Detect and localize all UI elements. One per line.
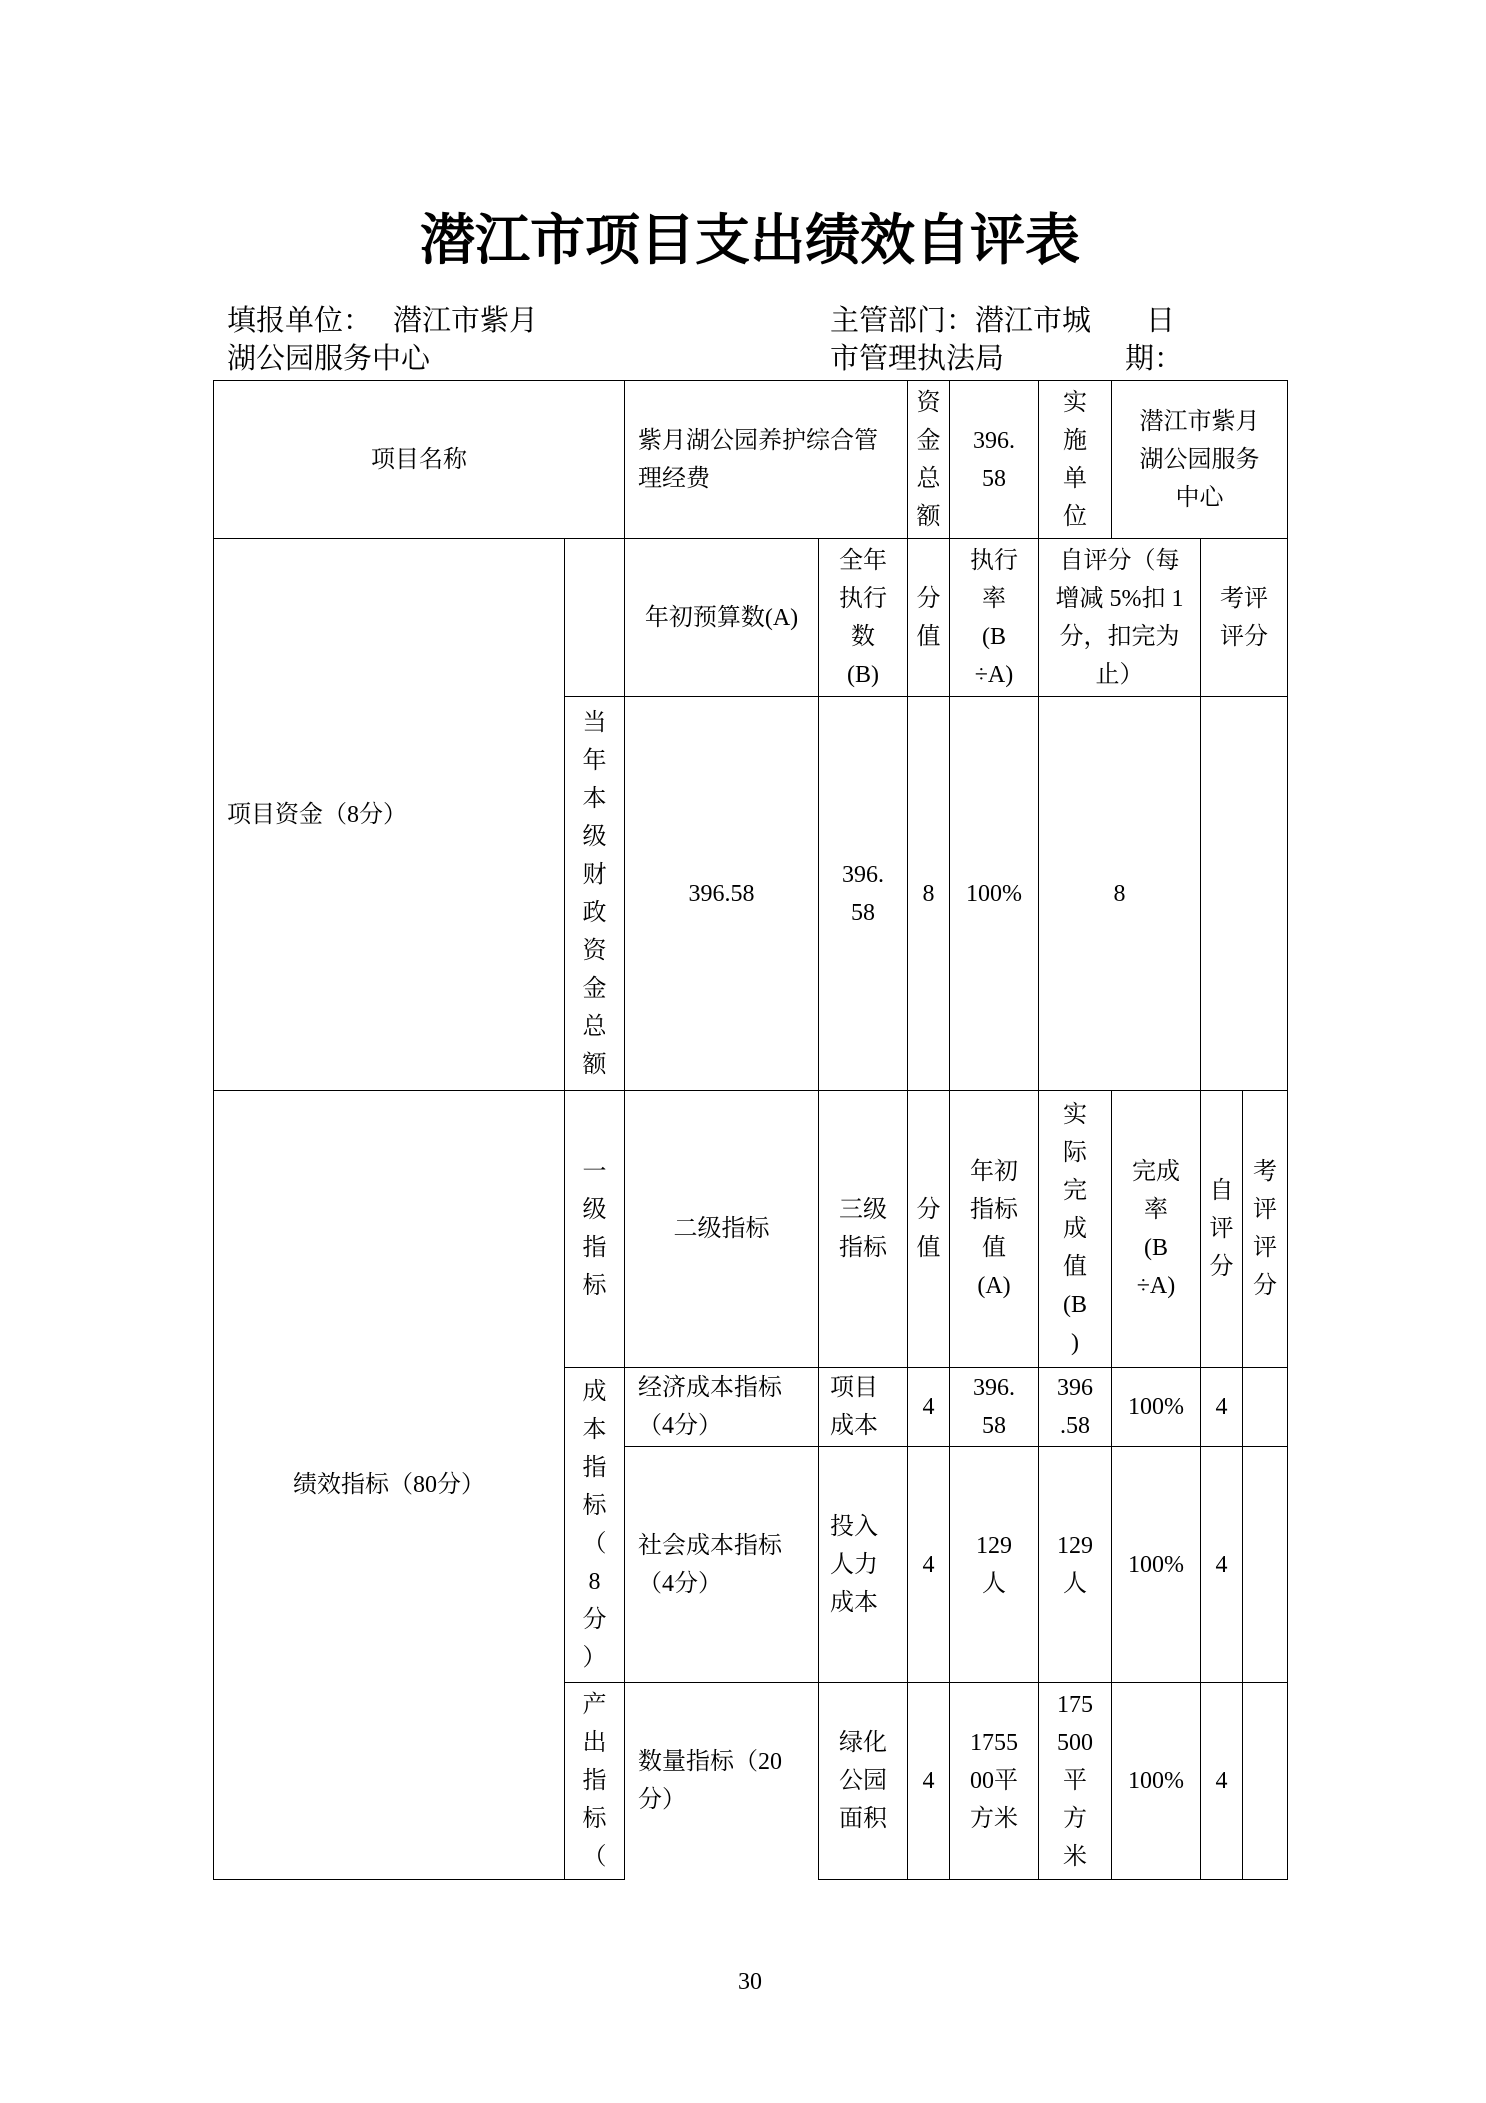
funds-initial-budget: 396.58 [625, 697, 819, 1091]
performance-header-assessment-score: 考 评 评 分 [1243, 1091, 1288, 1368]
date-label-line1: 日 [1146, 303, 1176, 337]
performance-header-completion-rate: 完成 率 (B ÷A) [1112, 1091, 1201, 1368]
funds-score-value: 8 [908, 697, 950, 1091]
performance-header-level2: 二级指标 [625, 1091, 819, 1368]
funds-annual-execution: 396. 58 [819, 697, 908, 1091]
indicator-level2: 社会成本指标 （4分） [625, 1447, 819, 1683]
indicator-self-score: 4 [1201, 1368, 1243, 1447]
total-funds-label: 资 金 总 额 [908, 381, 950, 539]
output-indicator-level1: 产 出 指 标 （ [565, 1683, 625, 1880]
funds-header-assessment-score: 考评 评分 [1201, 539, 1288, 697]
funds-row-label: 当 年 本 级 财 政 资 金 总 额 [565, 697, 625, 1091]
funds-header-score-value: 分 值 [908, 539, 950, 697]
project-info-row [214, 381, 1288, 539]
performance-header-actual-value: 实 际 完 成 值 (B ) [1039, 1091, 1112, 1368]
indicator-assessment-score [1243, 1368, 1288, 1447]
performance-header-initial-target: 年初 指标 值 (A) [950, 1091, 1039, 1368]
indicator-self-score: 4 [1201, 1683, 1243, 1880]
funds-execution-rate: 100% [950, 697, 1039, 1091]
competent-department-label: 主管部门： [830, 303, 976, 337]
page-number: 30 [738, 1969, 762, 1995]
competent-department-value-line1: 潜江市城 [975, 303, 1092, 337]
competent-department-value-line2: 市管理执法局 [830, 341, 1005, 375]
funds-assessment-score [1201, 697, 1288, 1091]
indicator-initial-target: 1755 00平 方米 [950, 1683, 1039, 1880]
funds-section-label: 项目资金（8分） [214, 539, 565, 1091]
indicator-actual-value: 396 .58 [1039, 1368, 1112, 1447]
indicator-initial-target: 396. 58 [950, 1368, 1039, 1447]
performance-header-self-score: 自 评 分 [1201, 1091, 1243, 1368]
indicator-completion-rate: 100% [1112, 1368, 1201, 1447]
filling-unit-label: 填报单位： [227, 303, 373, 337]
indicator-assessment-score [1243, 1447, 1288, 1683]
indicator-level2: 数量指标（20 分） [625, 1683, 819, 1880]
document-title: 潜江市项目支出绩效自评表 [419, 207, 1080, 272]
implementing-unit-value: 潜江市紫月 湖公园服务 中心 [1112, 381, 1288, 539]
funds-header-row [214, 539, 1288, 697]
performance-section-label: 绩效指标（80分） [214, 1091, 565, 1880]
filling-unit-value-line1: 潜江市紫月 [393, 303, 539, 337]
performance-evaluation-table [213, 380, 1288, 1880]
indicator-completion-rate: 100% [1112, 1683, 1201, 1880]
indicator-initial-target: 129 人 [950, 1447, 1039, 1683]
performance-header-score-value: 分 值 [908, 1091, 950, 1368]
funds-header-self-score: 自评分（每 增减 5%扣 1 分，扣完为 止） [1039, 539, 1201, 697]
performance-header-level1: 一 级 指 标 [565, 1091, 625, 1368]
date-label-line2: 期： [1125, 341, 1184, 375]
indicator-level3: 绿化 公园 面积 [819, 1683, 908, 1880]
funds-header-annual-execution: 全年 执行 数 (B) [819, 539, 908, 697]
indicator-score-value: 4 [908, 1447, 950, 1683]
funds-header-blank-cell [565, 539, 625, 697]
indicator-level3: 项目 成本 [819, 1368, 908, 1447]
indicator-assessment-score [1243, 1683, 1288, 1880]
indicator-level2: 经济成本指标 （4分） [625, 1368, 819, 1447]
indicator-actual-value: 175 500 平 方 米 [1039, 1683, 1112, 1880]
performance-header-level3: 三级 指标 [819, 1091, 908, 1368]
indicator-score-value: 4 [908, 1368, 950, 1447]
indicator-level3: 投入 人力 成本 [819, 1447, 908, 1683]
implementing-unit-label: 实 施 单 位 [1039, 381, 1112, 539]
funds-header-initial-budget: 年初预算数(A) [625, 539, 819, 697]
indicator-self-score: 4 [1201, 1447, 1243, 1683]
performance-header-row [214, 1091, 1288, 1368]
indicator-completion-rate: 100% [1112, 1447, 1201, 1683]
funds-header-execution-rate: 执行 率 (B ÷A) [950, 539, 1039, 697]
funds-self-score: 8 [1039, 697, 1201, 1091]
indicator-score-value: 4 [908, 1683, 950, 1880]
project-name-label: 项目名称 [214, 381, 625, 539]
project-name-value: 紫月湖公园养护综合管 理经费 [625, 381, 908, 539]
filling-unit-value-line2: 湖公园服务中心 [227, 341, 431, 375]
total-funds-value: 396. 58 [950, 381, 1039, 539]
indicator-actual-value: 129 人 [1039, 1447, 1112, 1683]
cost-indicator-level1: 成 本 指 标 （ 8 分 ） [565, 1368, 625, 1683]
